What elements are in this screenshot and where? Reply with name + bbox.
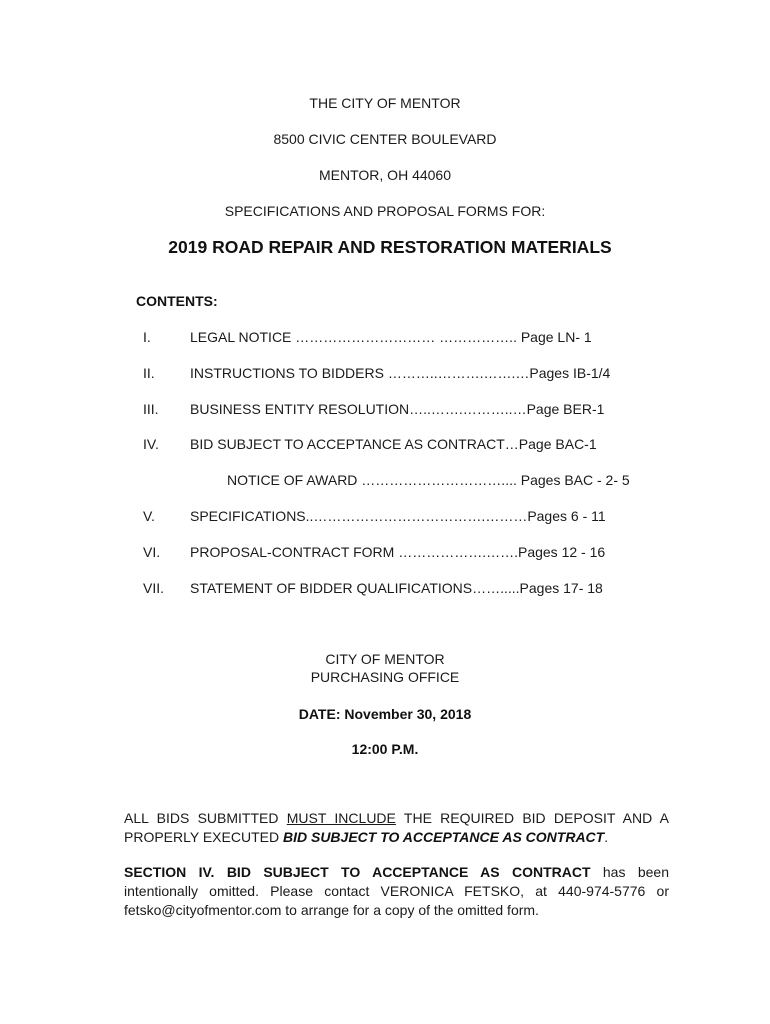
address-street: 8500 CIVIC CENTER BOULEVARD	[273, 131, 497, 147]
address-city: MENTOR, OH 44060	[318, 167, 451, 183]
toc-entry: BUSINESS ENTITY RESOLUTION…..…….………..…Page BER-1	[190, 401, 605, 417]
contents-heading: CONTENTS:	[136, 293, 218, 309]
omitted-section-text: has been intentionally omitted. Please contact VERONICA FETSKO, at 440-974-5776 or fetsko@cityofmentor.com to arrange for a copy of the omitted form.	[124, 864, 669, 918]
city-name: THE CITY OF MENTOR	[309, 95, 461, 111]
omitted-section-notice	[124, 863, 669, 920]
toc-entry: BID SUBJECT TO ACCEPTANCE AS CONTRACT…Page BAC-1	[190, 436, 597, 452]
document-title: 2019 ROAD REPAIR AND RESTORATION MATERIALS	[168, 237, 612, 257]
toc-number: VI.	[143, 544, 161, 560]
toc-entry: NOTICE OF AWARD ………………………….... Pages BAC - 2- 5	[227, 472, 630, 488]
toc-entry: STATEMENT OF BIDDER QUALIFICATIONS…….....Pages 17- 18	[190, 580, 603, 596]
notice-emphasis: MUST INCLUDE	[286, 810, 396, 826]
bid-date: DATE: November 30, 2018	[298, 706, 472, 722]
omitted-section-title: SECTION IV. BID SUBJECT TO ACCEPTANCE AS CONTRACT	[124, 864, 591, 880]
office-name: PURCHASING OFFICE	[310, 669, 460, 685]
notice-form-name: BID SUBJECT TO ACCEPTANCE AS CONTRACT	[282, 829, 605, 845]
bid-requirements-notice	[124, 809, 669, 847]
toc-entry: PROPOSAL-CONTRACT FORM ……………….…….Pages 12 - 16	[190, 544, 606, 560]
toc-number: IV.	[143, 436, 159, 452]
toc-entry: LEGAL NOTICE ………………………… …………….. Page LN- 1	[190, 329, 592, 345]
notice-text: .	[604, 829, 609, 845]
toc-number: II.	[143, 365, 155, 381]
toc-number: III.	[143, 401, 159, 417]
toc-number: V.	[143, 508, 155, 524]
toc-entry: SPECIFICATIONS..……………………………….………Pages 6 - 11	[190, 508, 606, 524]
toc-entry: INSTRUCTIONS TO BIDDERS ………..……….…….…Pages IB-1/4	[190, 365, 611, 381]
spec-subtitle: SPECIFICATIONS AND PROPOSAL FORMS FOR:	[224, 203, 546, 219]
toc-number: VII.	[143, 580, 165, 596]
notice-text: THE REQUIRED BID DEPOSIT AND A PROPERLY EXECUTED	[124, 810, 670, 845]
bid-time: 12:00 P.M.	[351, 741, 419, 757]
notice-text: ALL BIDS SUBMITTED	[124, 810, 287, 826]
toc-number: I.	[143, 329, 151, 345]
office-city: CITY OF MENTOR	[325, 651, 445, 667]
